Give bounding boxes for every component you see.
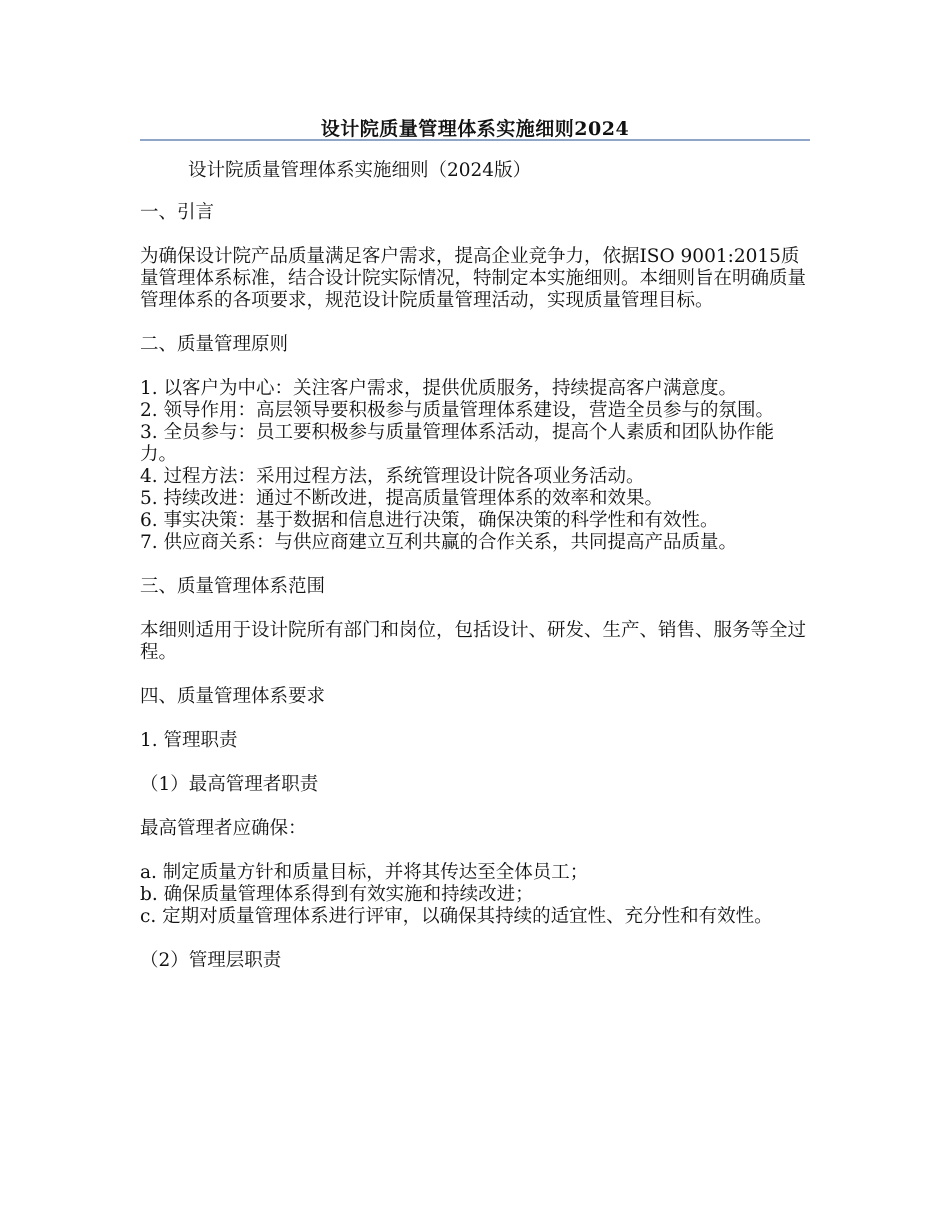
subsection-heading-management: 1. 管理职责: [140, 730, 238, 751]
section-heading-principles: 二、质量管理原则: [140, 334, 289, 355]
list-item: c. 定期对质量管理体系进行评审，以确保其持续的适宜性、充分性和有效性。: [140, 906, 773, 927]
section-heading-requirements: 四、质量管理体系要求: [140, 686, 326, 707]
top-management-list: [140, 862, 810, 928]
subsection-heading-top-management: （1）最高管理者职责: [140, 774, 319, 795]
subsection-heading-management-layer: （2）管理层职责: [140, 950, 282, 971]
list-item: 6. 事实决策：基于数据和信息进行决策，确保决策的科学性和有效性。: [140, 510, 719, 531]
list-item: 1. 以客户为中心：关注客户需求，提供优质服务，持续提高客户满意度。: [140, 378, 738, 399]
list-item: 2. 领导作用：高层领导要积极参与质量管理体系建设，营造全员参与的氛围。: [140, 400, 775, 421]
list-item: 5. 持续改进：通过不断改进，提高质量管理体系的效率和效果。: [140, 488, 664, 509]
document-subtitle: 设计院质量管理体系实施细则（2024版）: [188, 160, 532, 181]
scope-paragraph: 本细则适用于设计院所有部门和岗位，包括设计、研发、生产、销售、服务等全过程。: [140, 620, 807, 663]
section-heading-intro: 一、引言: [140, 202, 215, 223]
list-item: 3. 全员参与：员工要积极参与质量管理体系活动，提高个人素质和团队协作能力。: [140, 422, 775, 465]
document-title: 设计院质量管理体系实施细则2024: [320, 118, 630, 140]
principles-list: [140, 378, 810, 554]
document-body: [140, 160, 810, 994]
list-item: 7. 供应商关系：与供应商建立互利共赢的合作关系，共同提高产品质量。: [140, 532, 738, 553]
list-item: b. 确保质量管理体系得到有效实施和持续改进；: [140, 884, 534, 905]
list-item: a. 制定质量方针和质量目标，并将其传达至全体员工；: [140, 862, 589, 883]
section-heading-scope: 三、质量管理体系范围: [140, 576, 326, 597]
top-management-lead: 最高管理者应确保：: [140, 818, 307, 839]
intro-paragraph: 为确保设计院产品质量满足客户需求，提高企业竞争力，依据ISO 9001:2015质量管理体系标准，结合设计院实际情况，特制定本实施细则。本细则旨在明确质量管理体系的各项要求，规范设计院质量管理活动，实现质量管理目标。: [140, 246, 807, 311]
title-divider: [140, 139, 810, 141]
list-item: 4. 过程方法：采用过程方法，系统管理设计院各项业务活动。: [140, 466, 645, 487]
